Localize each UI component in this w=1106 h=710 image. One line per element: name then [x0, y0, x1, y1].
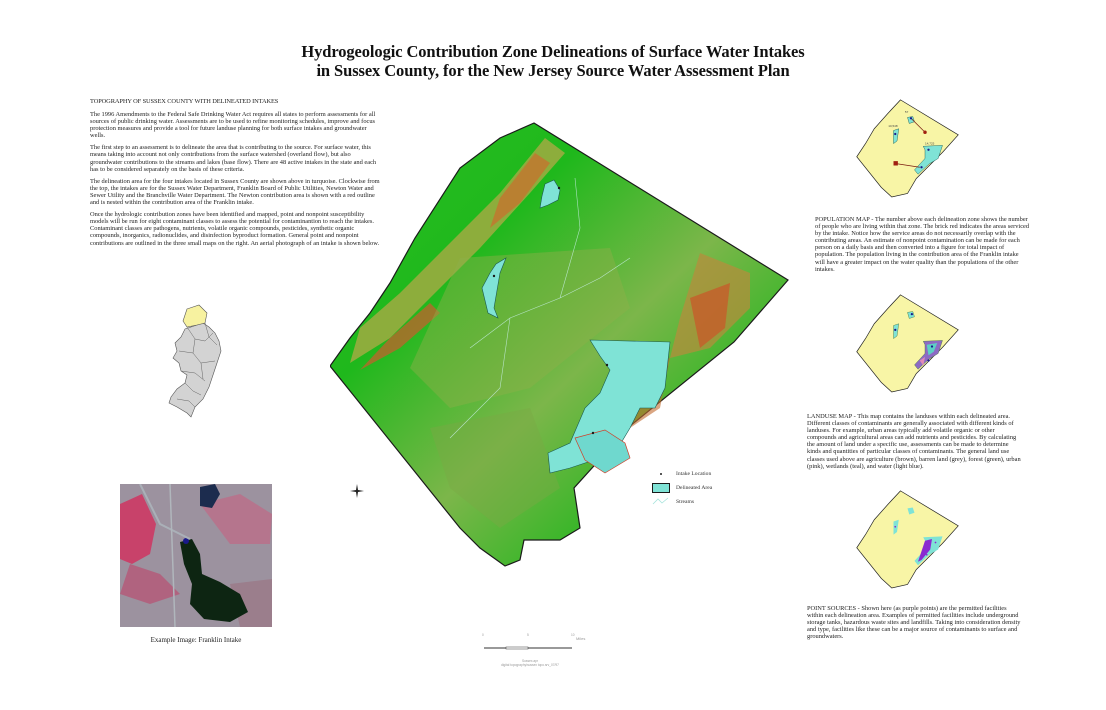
delineated-area-swatch-icon: [652, 483, 670, 493]
svg-text:57: 57: [904, 110, 909, 114]
stream-line-icon: [652, 497, 670, 507]
landuse-map: [855, 288, 960, 398]
point-sources-description: POINT SOURCES - Shown here (as purple points) are the permitted facilities within each delineation area. Examples of permitted facilities include underground storage tanks, hazardous waste sites and landfills. Taking into consideration density and type, facilities like these can be a major source of contaminants to surface and groundwaters.: [807, 605, 1021, 641]
point-sources-map: [855, 484, 960, 594]
scale-bar: 0 5 10 Miles: [482, 636, 592, 650]
legend-delineated-area: Delineated Area: [652, 481, 752, 495]
intake-dot-icon: [652, 471, 670, 477]
aerial-photo-franklin-intake: [120, 484, 272, 627]
title-line-1: Hydrogeologic Contribution Zone Delineations of Surface Water Intakes: [301, 42, 805, 61]
north-arrow-icon: [350, 483, 364, 497]
map-credit: Sussex.apr digital topography/sussex topo.srv_07/97: [501, 659, 559, 667]
aerial-caption: Example Image: Franklin Intake: [150, 636, 242, 644]
map-legend: [652, 467, 752, 509]
population-map: [855, 93, 960, 203]
sussex-topographic-map[interactable]: [330, 108, 790, 588]
landuse-map-description: LANDUSE MAP - This map contains the landuses within each delineated area. Different classes of contaminants are generally associated with different kinds of landuses. For example, urban areas typically add volatile organic or other compounds and agricultural areas can add nutrients and pesticides. By calculating the amount of land under a specific use, assessments can be made to determine kinds and quantities of particular classes of contaminants. The general land use classes used above are agriculture (brown), barren land (grey), forest (green), urban (pink), wetlands (teal), and water (light blue).: [807, 413, 1021, 470]
intakes-paragraph: The delineation area for the four intakes located in Sussex County are shown above in turquoise. Clockwise from the top, the intakes are for the Sussex Water Department, Franklin Board of Public Utilities, Newton Water and Sewer Utility and the Branchville Water Department. The Newton contribution area is shown with a red outline and is nested within the contribution area of the Franklin intake.: [90, 177, 380, 207]
svg-text:10,548: 10,548: [888, 124, 898, 128]
poster-title: [0, 42, 1106, 80]
delineation-paragraph: The first step to an assessment is to delineate the area that is contributing to the source. For surface water, this means taking into account not only contributions from the surface watershed (overland flow), but also groundwater contributions to the streams and lakes (base flow). There are 48 active intakes in the state and each has to be considered separately on the basis of these criteria.: [90, 144, 377, 173]
nj-locator-map: [165, 303, 225, 418]
legend-streams: Streams: [652, 495, 752, 509]
section-heading: TOPOGRAPHY OF SUSSEX COUNTY WITH DELINEATED INTAKES: [90, 98, 279, 105]
contaminants-paragraph: Once the hydrologic contribution zones have been identified and mapped, point and nonpoint susceptibility models will be run for eight contaminant classes to assess the potential for contaminantion to reach the intakes. Contaminant classes are pathogens, nutrients, volatile organic compounds, pesticides, synthetic organic compounds, inorganics, radionuclides, and disinfection byproduct formation. General point and nonpoint contributions are outlined in the three small maps on the right. An aerial photograph of an intake is shown below.: [90, 211, 380, 247]
svg-text:14,725: 14,725: [925, 141, 935, 146]
legend-intake-location: Intake Location: [652, 467, 752, 481]
intro-paragraph: The 1996 Amendments to the Federal Safe Drinking Water Act requires all states to perform assessments for all sources of public drinking water. Assessments are to be used to refine monitoring schedules, improve and focus protection measures and provide a tool for future landuse planning for both surface intakes and groundwater wells.: [90, 111, 376, 140]
title-line-2: in Sussex County, for the New Jersey Source Water Assessment Plan: [316, 61, 790, 80]
population-map-description: POPULATION MAP - The number above each delineation zone shows the number of people who are living within that zone. The brick red indicates the areas serviced by the intake. Notice how the service areas do not necessarily overlap with the contributing areas. An estimate of nonpoint contamination can be made for each person on a daily basis and then converted into a figure for total impact of population. The population living in the contribution area of the Franklin intake will have a greater impact on the water quality than the populations of the other intakes.: [815, 216, 1030, 273]
